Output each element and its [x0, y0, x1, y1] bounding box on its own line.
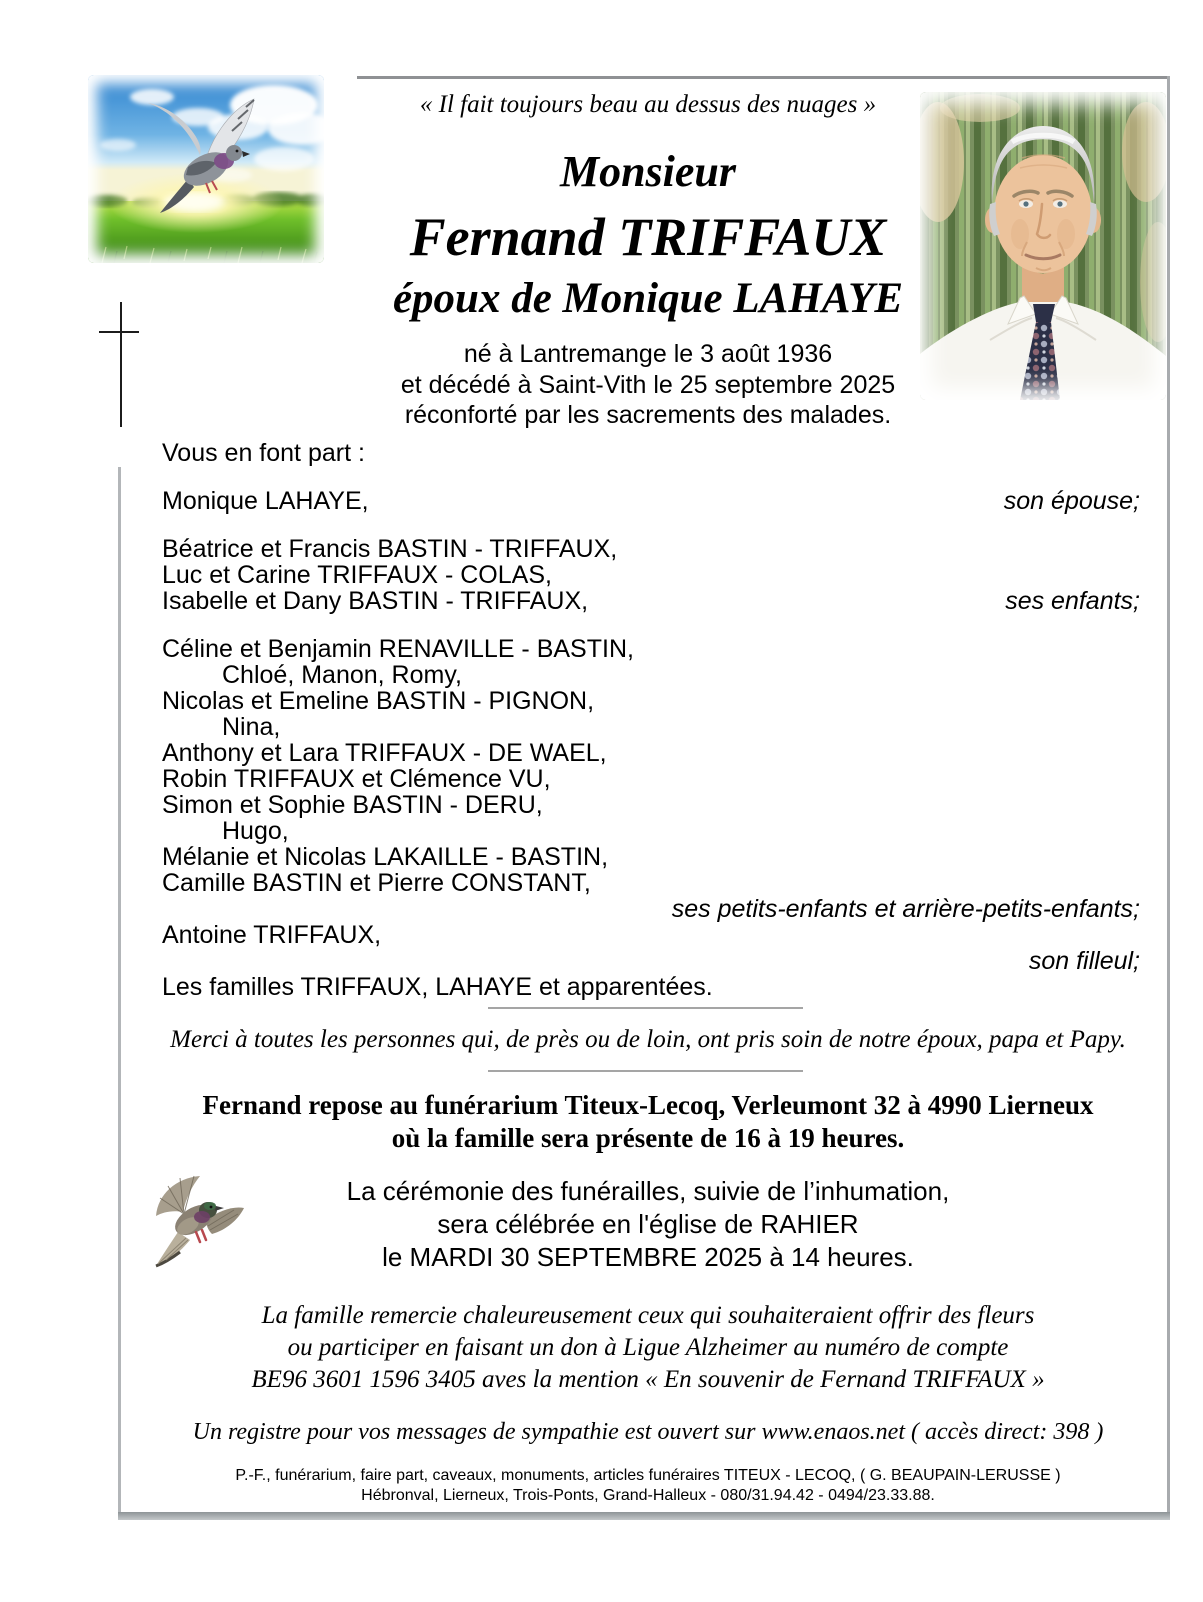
cross-icon [99, 331, 139, 333]
children-last-line [162, 588, 1140, 614]
families-line: Les familles TRIFFAUX, LAHAYE et apparentées. [162, 973, 713, 1001]
wife-names: Monique LAHAYE, [162, 487, 369, 515]
wife-line [162, 488, 1140, 514]
list-item: Anthony et Lara TRIFFAUX - DE WAEL, [162, 739, 607, 767]
ceremony-line2: sera célébrée en l'église de RAHIER [437, 1209, 859, 1239]
registry-line: Un registre pour vos messages de sympathie est ouvert sur www.enaos.net ( accès direct: 398 ) [192, 1419, 1104, 1445]
ceremony-line3: le MARDI 30 SEPTEMBRE 2025 à 14 heures. [382, 1242, 914, 1272]
wife-relation: son épouse; [1003, 487, 1140, 515]
grandchildren-relation: ses petits-enfants et arrière-petits-enfants; [671, 895, 1140, 923]
frame-top-line [357, 76, 1169, 79]
family-announcement [162, 440, 1140, 1000]
section-divider [488, 1007, 803, 1009]
donation-line3: BE96 3601 1596 3405 aves la mention « En souvenir de Fernand TRIFFAUX » [251, 1366, 1045, 1393]
birth-line: né à Lantremange le 3 août 1936 [463, 340, 833, 368]
list-item: Camille BASTIN et Pierre CONSTANT, [162, 869, 591, 897]
dove-image [142, 1170, 247, 1275]
list-item: Simon et Sophie BASTIN - DERU, [162, 791, 543, 819]
godson-relation: son filleul; [1028, 947, 1140, 975]
list-item: Nina, [222, 713, 281, 741]
sacrament-line: réconforté par les sacrements des malades. [404, 401, 892, 429]
godson-line: Antoine TRIFFAUX, [162, 921, 382, 949]
list-item: Robin TRIFFAUX et Clémence VU, [162, 765, 551, 793]
list-item: Mélanie et Nicolas LAKAILLE - BASTIN, [162, 843, 609, 871]
frame-right-line [1167, 76, 1170, 1518]
list-item: Hugo, [222, 817, 289, 845]
announcement-intro: Vous en font part : [162, 439, 365, 467]
list-item: Nicolas et Emeline BASTIN - PIGNON, [162, 687, 595, 715]
children-group [162, 536, 1140, 614]
list-item: Béatrice et Francis BASTIN - TRIFFAUX, [162, 535, 618, 563]
section-divider [488, 1070, 803, 1072]
funeral-home-line1: Fernand repose au funérarium Titeux-Lecoq, Verleumont 32 à 4990 Lierneux [202, 1090, 1094, 1120]
funeral-home-line2: où la famille sera présente de 16 à 19 heures. [391, 1123, 905, 1153]
frame-bottom-bar [118, 1512, 1170, 1520]
donation-line2: ou participer en faisant un don à Ligue Alzheimer au numéro de compte [287, 1334, 1009, 1361]
grandchildren-group [162, 636, 1140, 922]
deceased-relation-line: époux de Monique LAHAYE [392, 275, 904, 322]
donation-line1: La famille remercie chaleureusement ceux qui souhaiteraient offrir des fleurs [261, 1302, 1035, 1329]
list-item: Céline et Benjamin RENAVILLE - BASTIN, [162, 635, 634, 663]
frame-left-line [118, 467, 121, 1515]
thanks-line: Merci à toutes les personnes qui, de près ou de loin, ont pris soin de notre époux, papa et Papy. [170, 1026, 1126, 1053]
list-item: Chloé, Manon, Romy, [222, 661, 462, 689]
cross-icon [120, 302, 122, 427]
flying-dove-icon [142, 1170, 247, 1275]
footer-line2: Hébronval, Lierneux, Trois-Ponts, Grand-Halleux - 080/31.94.42 - 0494/23.33.88. [361, 1487, 935, 1504]
footer-line1: P.-F., funérarium, faire part, caveaux, monuments, articles funéraires TITEUX - LECOQ, ( G. BEAUPAIN-LERUSSE ) [235, 1467, 1061, 1484]
death-line: et décédé à Saint-Vith le 25 septembre 2025 [400, 371, 896, 399]
ceremony-line1: La cérémonie des funérailles, suivie de l’inhumation, [346, 1176, 950, 1206]
list-item: Isabelle et Dany BASTIN - TRIFFAUX, [162, 587, 589, 615]
deceased-name: Fernand TRIFFAUX [409, 207, 887, 267]
children-relation: ses enfants; [1005, 587, 1140, 615]
list-item: Luc et Carine TRIFFAUX - COLAS, [162, 561, 552, 589]
deceased-title: Monsieur [559, 147, 737, 196]
quote: « Il fait toujours beau au dessus des nuages » [419, 91, 877, 118]
